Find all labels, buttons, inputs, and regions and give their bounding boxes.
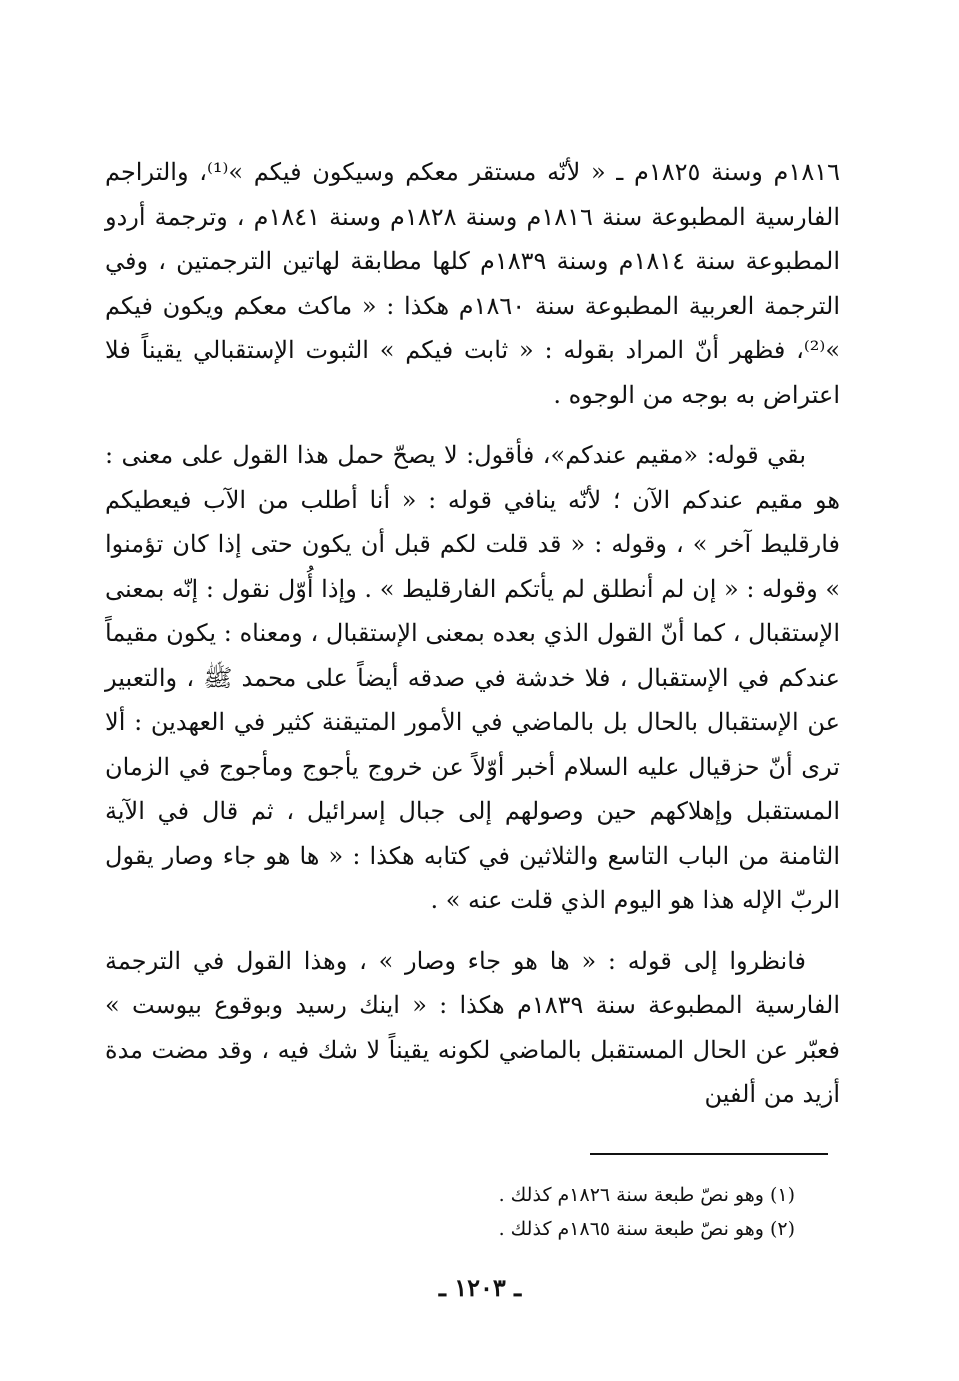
paragraph-1: ١٨١٦م وسنة ١٨٢٥م ـ « لأنّه مستقر معكم وسيكون فيكم »⁽¹⁾، والتراجم الفارسية المطبوعة سنة ١٨١٦م وسنة ١٨٢٨م وسنة ١٨٤١م ، وترجمة أردو المطبوعة سنة ١٨١٤م وسنة ١٨٣٩م كلها مطابقة لهاتين الترجمتين ، وفي الترجمة العربية المطبوعة سنة ١٨٦٠م هكذا : « ماكث معكم ويكون فيكم »⁽²⁾، فظهر أنّ المراد بقوله : « ثابت فيكم » الثبوت الإستقبالي يقيناً فلا اعتراض به بوجه من الوجوه . [105,158,841,409]
footnote-2: (٢) وهو نصّ طبعة سنة ١٨٦٥م كذلك . [498,1218,795,1240]
footnote-separator [590,1153,828,1155]
footnotes [105,1178,795,1246]
paragraph-3: فانظروا إلى قوله : « ها هو جاء وصار » ، وهذا القول في الترجمة الفارسية المطبوعة سنة ١٨٣٩م هكذا : « اينك رسيد وبوقوع بيوست » فعبّر عن الحال المستقبل بالماضي لكونه يقيناً لا شك فيه ، وقد مضت مدة أزيد من ألفين [105,946,840,1108]
paragraph-2: بقي قوله: «مقيم عندكم»، فأقول: لا يصحّ حمل هذا القول على معنى : هو مقيم عندكم الآن ؛ لأنّه ينافي قوله : « أنا أطلب من الآب فيعطيكم فارقليط آخر » ، وقوله : « قد قلت لكم قبل أن يكون حتى إذا كان تؤمنوا » وقوله : « إن لم أنطلق لم يأتكم الفارقليط » . وإذا أُوّل نقول : إنّه بمعنى الإستقبال ، كما أنّ القول الذي بعده بمعنى الإستقبال ، ومعناه : يكون مقيماً عندكم في الإستقبال ، فلا خدشة في صدقه أيضاً على محمد ﷺ ، والتعبير عن الإستقبال بالحال بل بالماضي في الأمور المتيقنة كثير في العهدين : ألا ترى أنّ حزقيال عليه السلام أخبر أوّلاً عن خروج يأجوج ومأجوج في الزمان المستقبل وإهلاكهم حين وصولهم إلى جبال إسرائيل ، ثم قال في الآية الثامنة من الباب التاسع والثلاثين في كتابه هكذا : « ها هو جاء وصار يقول الربّ الإله هذا هو اليوم الذي قلت عنه » . [105,441,840,914]
main-text [105,150,840,1117]
footnote-1: (١) وهو نصّ طبعة سنة ١٨٢٦م كذلك . [498,1184,795,1206]
page-number: ـ ١٢٠٣ ـ [438,1273,522,1302]
